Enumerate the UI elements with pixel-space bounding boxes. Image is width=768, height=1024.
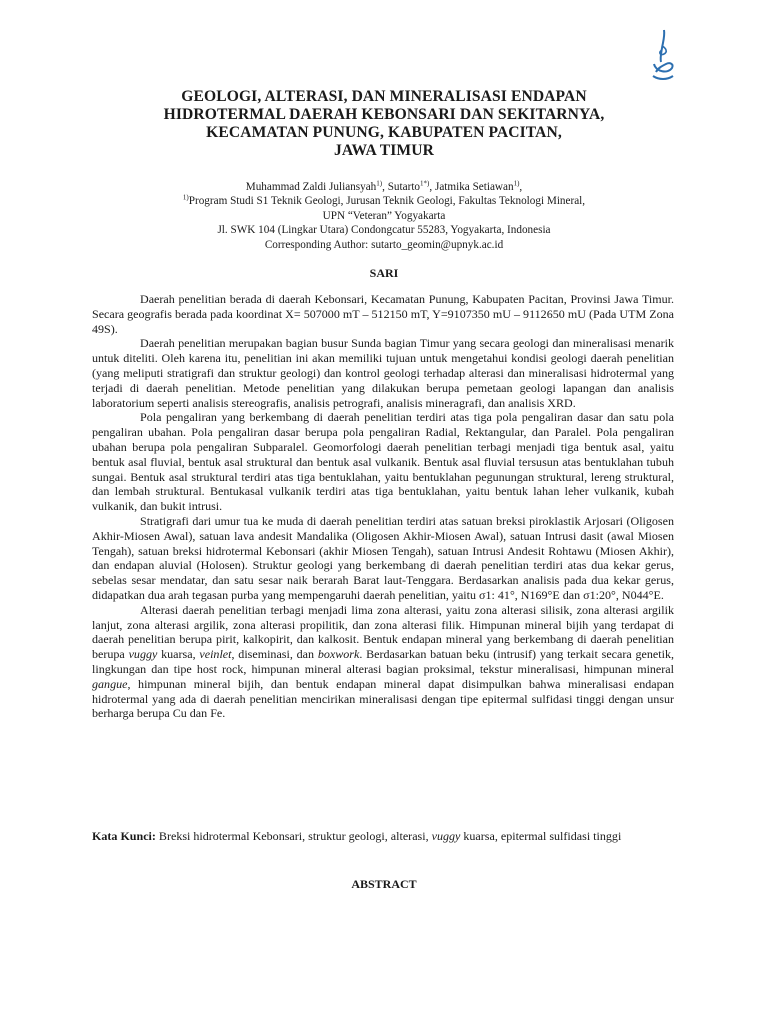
author-affiliation-mark: 1) bbox=[376, 179, 383, 188]
sari-paragraph: Daerah penelitian berada di daerah Kebonsari, Kecamatan Punung, Kabupaten Pacitan, Provinsi Jawa Timur. Secara geografis berada pada koordinat X= 507000 mT – 512150 mT, Y=9107350 mU – 9112650 mU (Pada UTM Zona 49S). bbox=[92, 292, 674, 336]
sari-paragraph: Stratigrafi dari umur tua ke muda di daerah penelitian terdiri atas satuan breksi piroklastik Arjosari (Oligosen Akhir-Miosen Awal), satuan lava andesit Mandalika (Oligosen Akhir-Miosen Awal), satuan Intrusi dasit (awal Miosen Tengah), satuan breksi hidrotermal Kebonsari (akhir Miosen Tengah), satuan Intrusi Andesit Rohtawu (Miosen Akhir), dan endapan aluvial (Holosen). Struktur geologi yang berkembang di daerah penelitian terdiri atas dua kekar gerus, sebelas sesar mendatar, dan satu sesar naik berarah Barat laut-Tenggara. Berdasarkan analisis pada dua kekar gerus, didapatkan dua arah tegasan purba yang mempengaruhi daerah penelitian, yaitu σ1: 41°, N169°E dan σ1:20°, N044°E. bbox=[92, 513, 674, 602]
title-line-3: KECAMATAN PUNUNG, KABUPATEN PACITAN, bbox=[206, 124, 562, 141]
title-line-4: JAWA TIMUR bbox=[334, 142, 434, 159]
keywords-label: Kata Kunci: bbox=[92, 829, 156, 843]
sari-text-run: kuarsa, bbox=[157, 647, 200, 662]
keywords-text: Breksi hidrotermal Kebonsari, struktur geologi, alterasi, bbox=[155, 829, 432, 843]
abstract-heading: ABSTRACT bbox=[351, 877, 417, 891]
sari-text-run: , diseminasi, dan bbox=[231, 647, 318, 662]
author-affiliation-mark: 1*) bbox=[420, 179, 430, 188]
author-separator: , bbox=[382, 181, 388, 193]
author-separator: , bbox=[429, 181, 435, 193]
affiliation-address: Jl. SWK 104 (Lingkar Utara) Condongcatur 55283, Yogyakarta, Indonesia bbox=[217, 224, 551, 237]
sari-paragraph: Daerah penelitian merupakan bagian busur Sunda bagian Timur yang secara geologi dan mineralisasi menarik untuk diteliti. Oleh karena itu, penelitian ini akan memiliki tujuan untuk mengetahui kondisi geologi daerah penelitian (yang meliputi stratigrafi dan struktur geologi) dan kontrol geologi terhadap alterasi dan mineralisasi hidrotermal yang terjadi di daerah penelitian. Metode penelitian yang dilakukan berupa pemetaan geologi lapangan dan analisis laboratorium seperti analisis stereografis, analisis petrografi, analisis mineragrafi, dan analisis XRD. bbox=[92, 336, 674, 410]
italic-term: gangue bbox=[92, 676, 128, 691]
italic-term: veinlet bbox=[199, 647, 232, 662]
affiliation-university: UPN “Veteran” Yogyakarta bbox=[322, 209, 446, 222]
title-line-2: HIDROTERMAL DAERAH KEBONSARI DAN SEKITARNYA, bbox=[163, 106, 605, 123]
author-block bbox=[80, 180, 688, 252]
title-line-1: GEOLOGI, ALTERASI, DAN MINERALISASI ENDAPAN bbox=[181, 88, 587, 105]
affiliation-mark: 1) bbox=[182, 193, 189, 202]
author-separator: , bbox=[519, 181, 523, 193]
italic-term: vuggy bbox=[128, 647, 158, 662]
author-name: Muhammad Zaldi Juliansyah bbox=[245, 181, 377, 193]
italic-term: boxwork bbox=[317, 647, 360, 662]
italic-term: vuggy bbox=[431, 829, 461, 843]
sari-heading: SARI bbox=[369, 266, 399, 280]
keywords-block bbox=[92, 829, 674, 844]
sari-body bbox=[92, 292, 674, 721]
sari-text-run: Alterasi daerah penelitian terbagi menjadi lima zona alterasi, yaitu zona alterasi silisik, zona alterasi argilik lanjut, zona alterasi argilik, zona alterasi propilitik, dan zona alterasi filik. Himpunan mineral bijih yang terdapat di daerah penelitian berupa pirit, kalkopirit, dan kalkosit. Bentuk endapan mineral yang berkembang di daerah penelitian berupa bbox=[92, 602, 674, 662]
affiliation-text: Program Studi S1 Teknik Geologi, Jurusan Teknik Geologi, Fakultas Teknologi Mineral, bbox=[188, 195, 586, 208]
corresponding-author: Corresponding Author: sutarto_geomin@upnyk.ac.id bbox=[264, 238, 504, 251]
sari-text-run: . Berdasarkan batuan beku (intrusif) yang terkait secara genetik, lingkungan dan tipe host rock, himpunan mineral alterasi bagian proksimal, tekstur mineralisasi, himpunan mineral bbox=[92, 647, 674, 676]
author-affiliation-mark: 1) bbox=[513, 179, 520, 188]
affiliation-line bbox=[80, 194, 688, 208]
author-list bbox=[80, 180, 688, 194]
author-name: Sutarto bbox=[387, 181, 421, 193]
sari-paragraph bbox=[92, 603, 674, 721]
sari-text-run: , himpunan mineral bijih, dan bentuk endapan mineral dapat disimpulkan bahwa mineralisasi endapan hidrotermal yang ada di daerah penelitian mencirikan mineralisasi dengan tipe epitermal sulfidasi tinggi dengan unsur berharga berupa Cu dan Fe. bbox=[92, 676, 674, 721]
sari-paragraph: Pola pengaliran yang berkembang di daerah penelitian terdiri atas tiga pola pengaliran dasar dan satu pola pengaliran ubahan. Pola pengaliran dasar berupa pola pengaliran Radial, Rektangular, dan Paralel. Pola pengaliran ubahan berupa pola pengaliran Subparalel. Geomorfologi daerah penelitian terbagi menjadi tiga bentuk asal, yaitu bentuk asal fluvial, bentuk asal struktural dan bentuk asal vulkanik. Bentuk asal fluvial tersusun atas bentuklahan tubuh sungai. Bentuk asal struktural terdiri atas tiga bentuklahan, yaitu bentuklahan pegunungan struktural, lereng struktural, dan lembah struktural. Bentukasal vulkanik terdiri atas tiga bentuklahan, yaitu bentuk lahan leher vulkanik, kubah vulkanik, dan bukit intrusi. bbox=[92, 410, 674, 514]
author-name: Jatmika Setiawan bbox=[434, 181, 514, 193]
upn-veteran-emblem-icon bbox=[650, 28, 676, 84]
keywords-text: kuarsa, epitermal sulfidasi tinggi bbox=[460, 829, 622, 843]
paper-title bbox=[100, 88, 668, 160]
